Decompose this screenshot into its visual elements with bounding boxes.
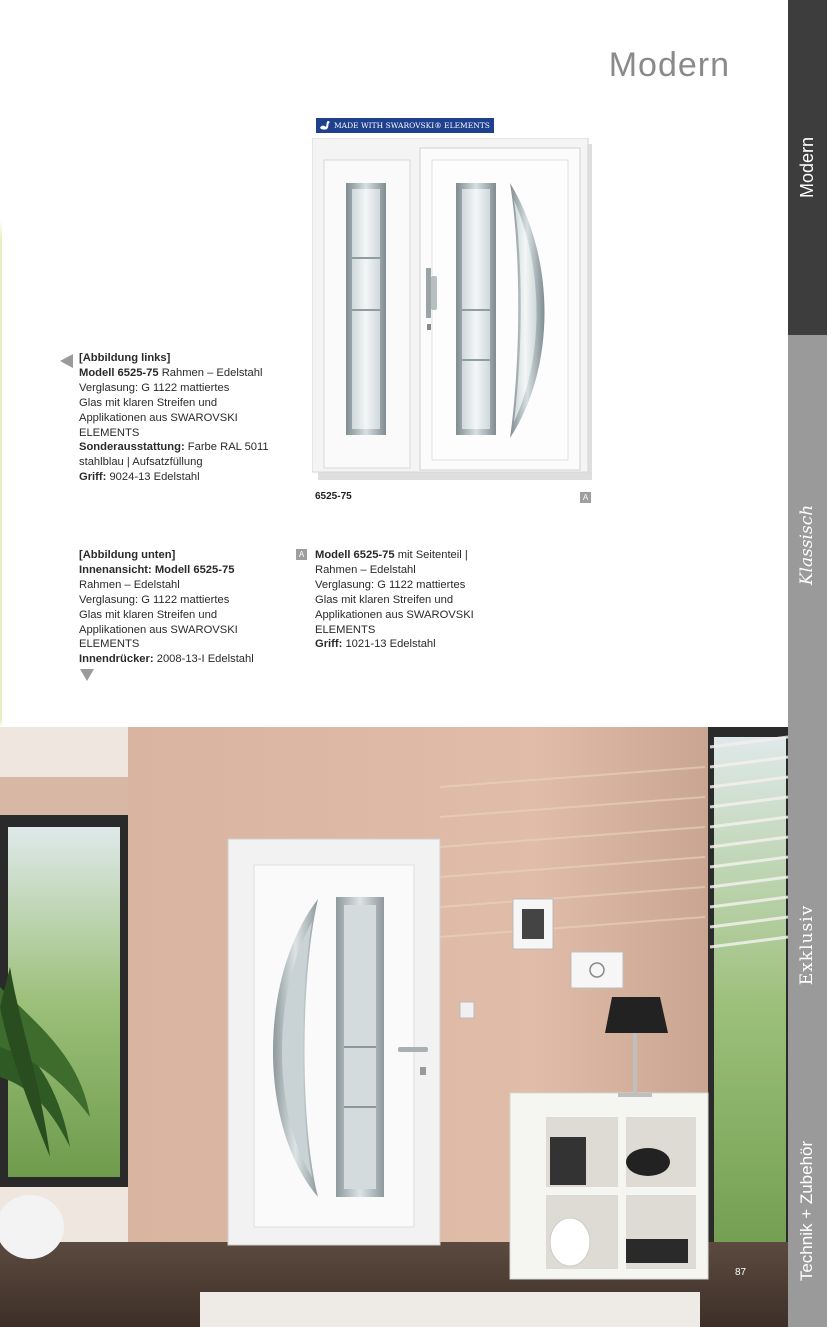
handle-label: Griff: [315,638,343,651]
page-title: Modern [608,46,730,84]
extra-text: Farbe RAL 5011 [184,441,269,454]
handle-text: 1021-13 Edelstahl [342,638,436,651]
glazing-line: Glas mit klaren Streifen und [315,593,454,606]
side-tabs [788,0,827,1327]
tab-modern[interactable] [788,0,827,335]
caption-marker: A [296,549,307,560]
tab-label: Klassisch [797,504,818,586]
swan-icon [319,120,331,131]
glazing-line: Applikationen aus SWAROVSKI [315,608,474,621]
glazing-line: ELEMENTS [79,426,140,439]
glazing-line: ELEMENTS [79,638,140,651]
extra-label: Sonderausstattung: [79,441,185,454]
handle-text: 9024-13 Edelstahl [106,471,200,484]
figure-code: 6525-75 [315,491,352,502]
glazing-line: Applikationen aus SWAROVSKI [79,411,238,424]
model-text: mit Seitenteil | [394,549,468,561]
caption-left-bottom [79,548,284,667]
page-number: 87 [735,1267,747,1278]
left-edge-strip [0,0,2,727]
frame-line: Rahmen – Edelstahl [315,563,416,576]
model-text: Rahmen – Edelstahl [158,366,263,379]
badge-text: MADE WITH SWAROVSKI® ELEMENTS [334,121,490,130]
model-label: Modell 6525-75 [79,366,159,379]
door-product-image [312,138,592,480]
glazing-line: Verglasung: G 1122 mattiertes [79,381,230,394]
caption-left-top [79,351,279,485]
tab-exklusiv[interactable] [788,755,827,1135]
tab-label: Modern [797,136,817,199]
figure-marker: A [580,492,591,503]
glazing-line: Applikationen aus SWAROVSKI [79,623,238,636]
glazing-line: ELEMENTS [315,623,376,636]
handle-text: 2008-13-I Edelstahl [153,653,254,666]
caption-heading: [Abbildung links] [79,352,171,364]
tab-label: Exklusiv [797,904,818,986]
interior-room-photo [0,727,788,1327]
glazing-line: Verglasung: G 1122 mattiertes [315,578,466,591]
glazing-line: Verglasung: G 1122 mattiertes [79,593,230,606]
extra-line: stahlblau | Aufsatzfüllung [79,456,203,469]
handle-label: Innendrücker: [79,653,154,666]
swarovski-badge [316,118,494,133]
glazing-line: Glas mit klaren Streifen und [79,396,218,409]
tab-label: Technik + Zubehör [797,1140,817,1282]
arrow-left-icon [60,354,73,368]
tab-klassisch[interactable] [788,335,827,755]
model-label: Modell 6525-75 [315,549,395,561]
glazing-line: Glas mit klaren Streifen und [79,608,218,621]
handle-label: Griff: [79,471,107,484]
caption-heading: [Abbildung unten] [79,549,176,561]
frame-line: Rahmen – Edelstahl [79,578,180,591]
tab-technik-zubehoer[interactable] [788,1095,827,1327]
caption-mid [315,548,515,652]
inner-label: Innenansicht: Modell 6525-75 [79,563,235,576]
arrow-down-icon [80,669,94,681]
